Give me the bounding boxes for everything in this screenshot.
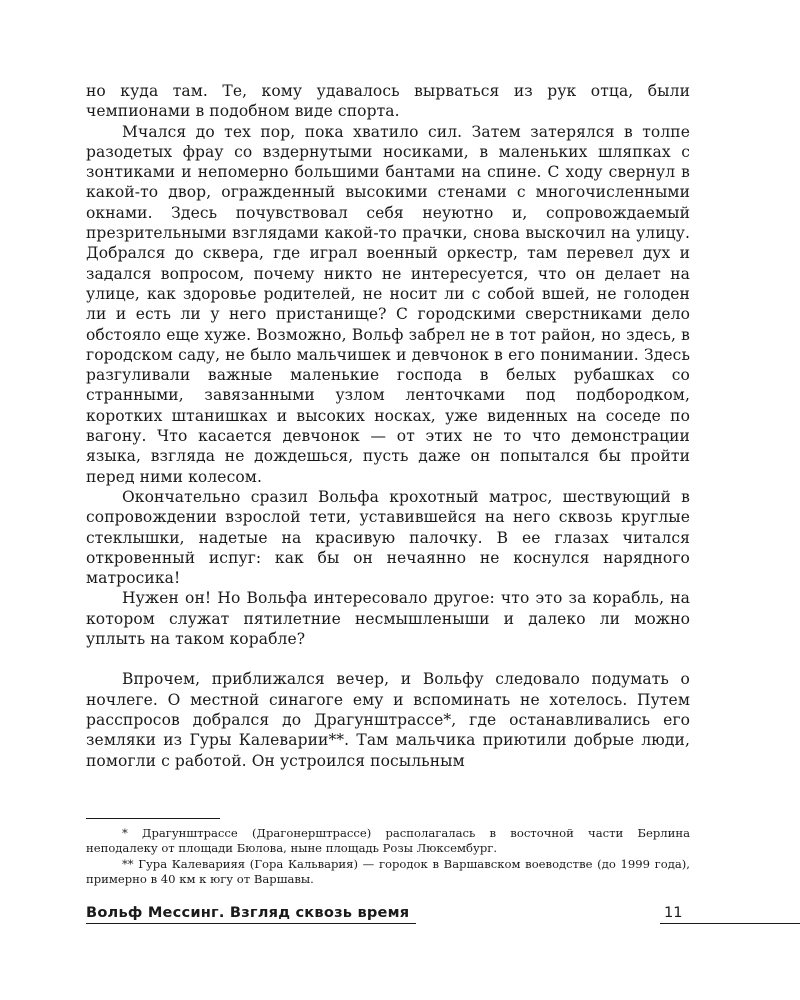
footnote: * Драгунштрассе (Драгонерштрассе) располагалась в восточной части Берлина неподалеку от площади Бюлова, ныне площадь Розы Люксембург.	[86, 826, 690, 856]
running-footer-title: Вольф Мессинг. Взгляд сквозь время	[86, 904, 410, 921]
footer-title-underline	[86, 923, 416, 924]
footnote: ** Гура Калеварияя (Гора Кальвария) — городок в Варшавском воеводстве (до 1999 года), примерно в 40 км к югу от Варшавы.	[86, 856, 690, 886]
paragraph: Впрочем, приближался вечер, и Вольфу следовало подумать о ночлеге. О местной синагоге ему и вспоминать не хотелось. Путем расспросов добрался до Драгунштрассе*, где останавливались его земляки из Гуры Калеварии**. Там мальчика приютили добрые люди, помогли с работой. Он устроился посыльным	[86, 670, 690, 770]
paragraph: Мчался до тех пор, пока хватило сил. Затем затерялся в толпе разодетых фрау со вздернутыми носиками, в маленьких шляпках с зонтиками и непомерно большими бантами на спине. С ходу свернул в какой-то двор, огражденный высокими стенами с многочисленными окнами. Здесь почувствовал себя неуютно и, сопровождаемый презрительными взглядами какой-то прачки, снова выскочил на улицу. Добрался до сквера, где играл военный оркестр, там перевел дух и задался вопросом, почему никто не интересуется, что он делает на улице, как здоровье родителей, не носит ли с собой вшей, не голоден ли и есть ли у него пристанище? С городскими сверстниками дело обстояло еще хуже. Возможно, Вольф забрел не в тот район, но здесь, в городском саду, не было мальчишек и девчонок в его понимании. Здесь разгуливали важные маленькие господа в белых рубашках со странными, завязанными узлом ленточками под подбородком, коротких штанишках и высоких носках, уже виденных на соседе по вагону. Что касается девчонок — от этих не то что демонстрации языка, взгляда не дождешься, пусть даже он попытался бы пройти перед ними колесом.	[86, 122, 690, 486]
paragraph: но куда там. Те, кому удавалось вырваться из рук отца, были чемпионами в подобном виде спорта.	[86, 82, 690, 121]
body-text	[86, 81, 690, 771]
page-number-underline	[660, 923, 800, 924]
page-number: 11	[664, 904, 683, 921]
footnote-divider	[86, 818, 220, 819]
footnotes	[86, 826, 690, 887]
paragraph: Окончательно сразил Вольфа крохотный матрос, шествующий в сопровождении взрослой тети, уставившейся на него сквозь круглые стеклышки, надетые на красивую палочку. В ее глазах читался откровенный испуг: как бы он нечаянно не коснулся нарядного матросика!	[86, 487, 690, 588]
paragraph: Нужен он! Но Вольфа интересовало другое: что это за корабль, на котором служат пятилетние несмышленыши и далеко ли можно уплыть на таком корабле?	[86, 589, 690, 649]
